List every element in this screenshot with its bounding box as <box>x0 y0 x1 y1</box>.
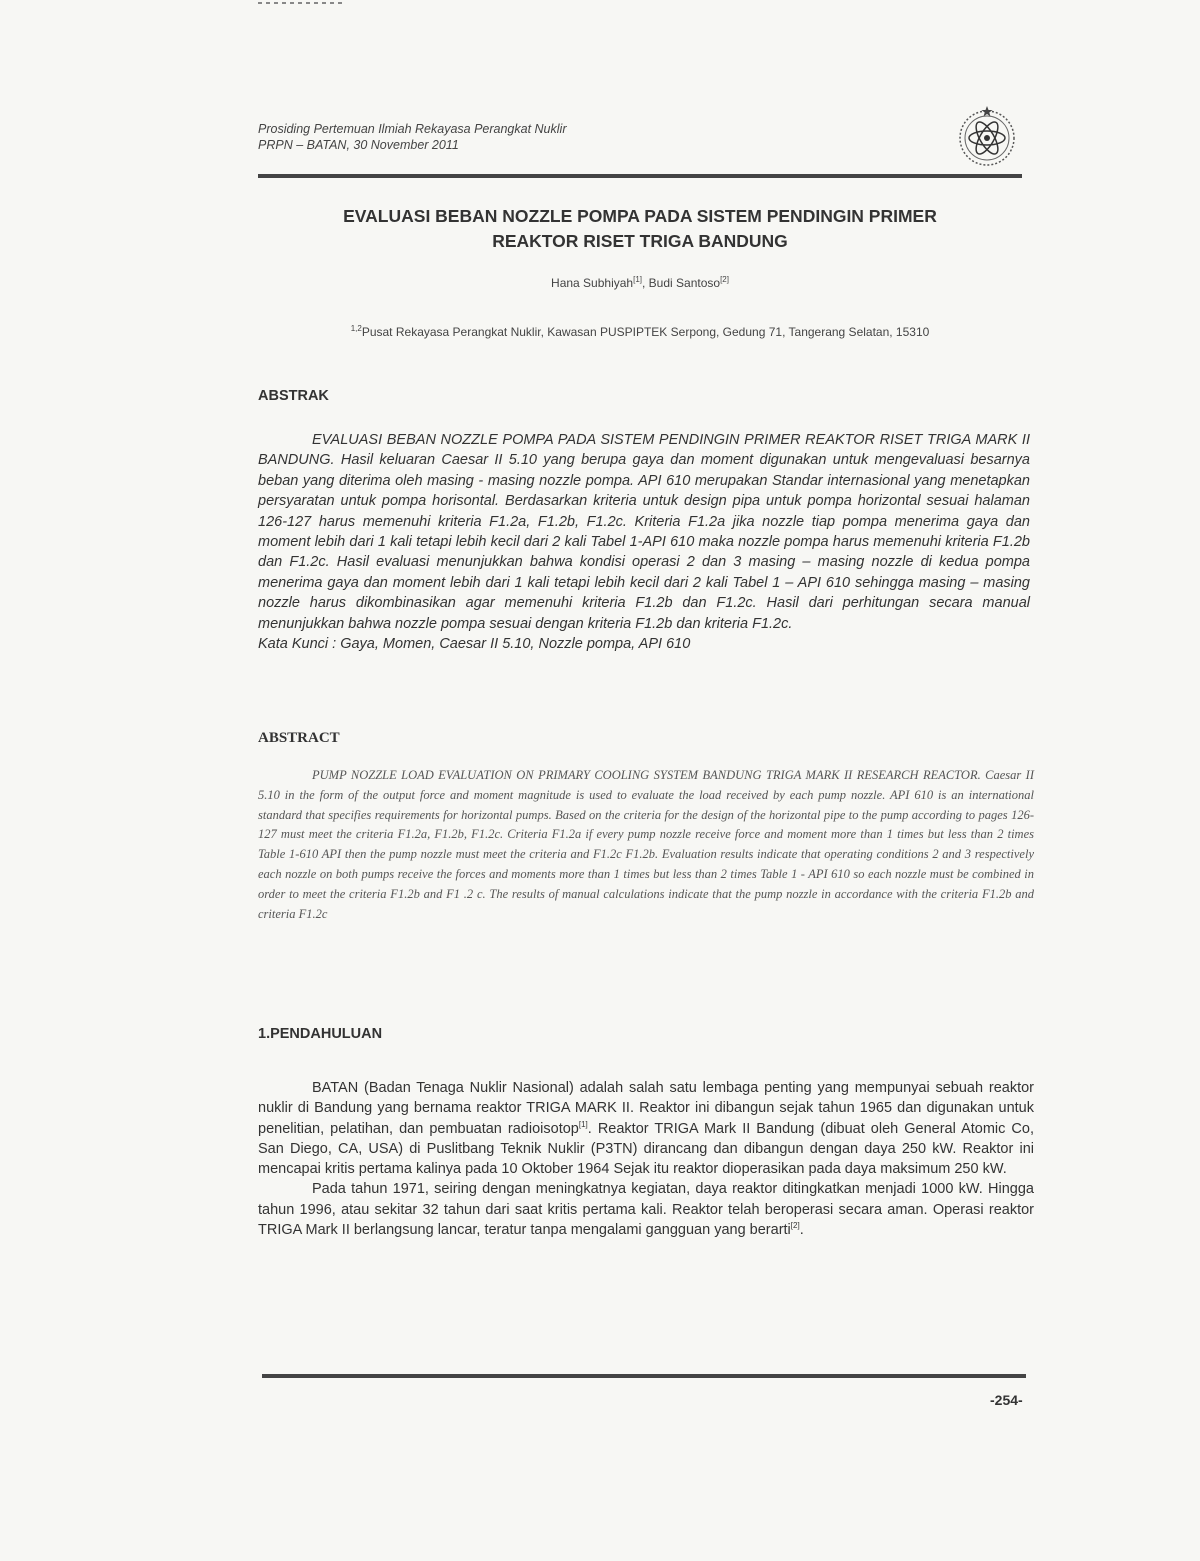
abstract-heading: ABSTRACT <box>258 730 340 746</box>
proceedings-date: PRPN – BATAN, 30 November 2011 <box>258 138 459 152</box>
intro-block <box>258 1078 1034 1240</box>
author-list <box>258 276 1022 290</box>
intro-p2-text-cont: . <box>799 1222 804 1239</box>
intro-p1-text-cont: . Reaktor TRIGA Mark II Bandung (dibuat oleh General Atomic Co, San Diego, CA, USA) di Puslitbang Teknik Nuklir (P3TN) dirancang dan dibangun dengan daya 250 kW. Reaktor ini mencapai kritis pertama kalinya pada 10 Oktober 1964 Sejak itu reaktor dioperasikan pada daya maksimum 250 kW. <box>258 1120 1034 1178</box>
affiliation-marker: 1,2 <box>350 324 362 333</box>
citation-ref: [1] <box>578 1119 588 1129</box>
intro-heading: 1.PENDAHULUAN <box>258 1026 383 1042</box>
abstrak-keywords: Kata Kunci : Gaya, Momen, Caesar II 5.10, Nozzle pompa, API 610 <box>258 636 691 653</box>
header-rule <box>258 174 1022 178</box>
footer-rule <box>262 1374 1026 1378</box>
author-separator: , <box>642 276 649 290</box>
abstrak-body: EVALUASI BEBAN NOZZLE POMPA PADA SISTEM PENDINGIN PRIMER REAKTOR RISET TRIGA MARK II BANDUNG. Hasil keluaran Caesar II 5.10 yang berupa gaya dan moment digunakan untuk mengevaluasi besarnya beban yang diterima oleh masing - masing nozzle pompa. API 610 merupakan Standar internasional yang menetapkan persyaratan untuk pompa horisontal. Berdasarkan kriteria untuk design pipa untuk pompa horizontal sesuai halaman 126-127 harus memenuhi kriteria F1.2a, F1.2b, F1.2c. Kriteria F1.2a jika nozzle tiap pompa menerima gaya dan moment lebih dari 1 kali tetapi lebih kecil dari 2 kali Tabel 1-API 610 maka nozzle pompa harus memenuhi kriteria F1.2b dan F1.2c. Hasil evaluasi menunjukkan bahwa kondisi operasi 2 dan 3 masing – masing nozzle di kedua pompa menerima gaya dan moment lebih dari 1 kali tetapi lebih kecil dari 2 kali Tabel 1 – API 610 sehingga masing – masing nozzle harus dikombinasikan agar memenuhi kriteria F1.2b dan F1.2c. Hasil dari perhitungan secara manual menunjukkan bahwa nozzle pompa sesuai dengan kriteria F1.2b dan kriteria F1.2c. <box>258 432 1030 632</box>
abstrak-heading: ABSTRAK <box>258 388 329 404</box>
page-number: -254- <box>990 1392 1023 1408</box>
citation-ref: [2] <box>790 1221 800 1231</box>
author-ref: [2] <box>720 275 729 284</box>
intro-paragraph-1 <box>258 1078 1034 1179</box>
intro-paragraph-2 <box>258 1179 1034 1240</box>
abstrak-block <box>258 430 1030 654</box>
abstract-block <box>258 766 1034 924</box>
author-name: Budi Santoso <box>648 276 721 290</box>
affiliation <box>258 325 1022 339</box>
atom-emblem-icon <box>955 104 1019 168</box>
author-ref: [1] <box>633 275 642 284</box>
paper-title <box>258 204 1022 254</box>
proceedings-title: Prosiding Pertemuan Ilmiah Rekayasa Perangkat Nuklir <box>258 122 567 136</box>
intro-p2-text: Pada tahun 1971, seiring dengan meningkatnya kegiatan, daya reaktor ditingkatkan menjadi 1000 kW. Hingga tahun 1996, atau sekitar 32 tahun dari saat kritis pertama kali. Reaktor telah beroperasi secara aman. Operasi reaktor TRIGA Mark II berlangsung lancar, teratur tanpa mengalami gangguan yang berarti <box>258 1181 1034 1239</box>
scan-artifact <box>258 2 344 4</box>
paper-title-line1: EVALUASI BEBAN NOZZLE POMPA PADA SISTEM PENDINGIN PRIMER <box>343 206 937 226</box>
intro-p1-text: BATAN (Badan Tenaga Nuklir Nasional) adalah salah satu lembaga penting yang mempunyai sebuah reaktor nuklir di Bandung yang bernama reaktor TRIGA MARK II. Reaktor ini dibangun sejak tahun 1965 dan digunakan untuk penelitian, pelatihan, dan pembuatan radioisotop <box>258 1080 1034 1137</box>
affiliation-text: Pusat Rekayasa Perangkat Nuklir, Kawasan PUSPIPTEK Serpong, Gedung 71, Tangerang Selatan, 15310 <box>361 325 930 339</box>
paper-title-line2: REAKTOR RISET TRIGA BANDUNG <box>492 231 788 251</box>
author-name: Hana Subhiyah <box>551 276 634 290</box>
abstract-body: PUMP NOZZLE LOAD EVALUATION ON PRIMARY COOLING SYSTEM BANDUNG TRIGA MARK II RESEARCH REACTOR. Caesar II 5.10 in the form of the output force and moment magnitude is used to evaluate the load received by each pump nozzle. API 610 is an international standard that specifies requirements for horizontal pumps. Based on the criteria for the design of the horizontal pipe to the pump according to pages 126-127 must meet the criteria F1.2a, F1.2b, F1.2c. Criteria F1.2a if every pump nozzle receive force and moment more than 1 times but less than 2 times Table 1-610 API then the pump nozzle must meet the criteria and F1.2c F1.2b. Evaluation results indicate that operating conditions 2 and 3 respectively each nozzle on both pumps receive the forces and moments more than 1 times but less than 2 times Table 1 - API 610 so each nozzle must be combined in order to meet the criteria F1.2b and F1 .2 c. The results of manual calculations indicate that the pump nozzle in accordance with the criteria F1.2b and criteria F1.2c <box>258 768 1034 921</box>
